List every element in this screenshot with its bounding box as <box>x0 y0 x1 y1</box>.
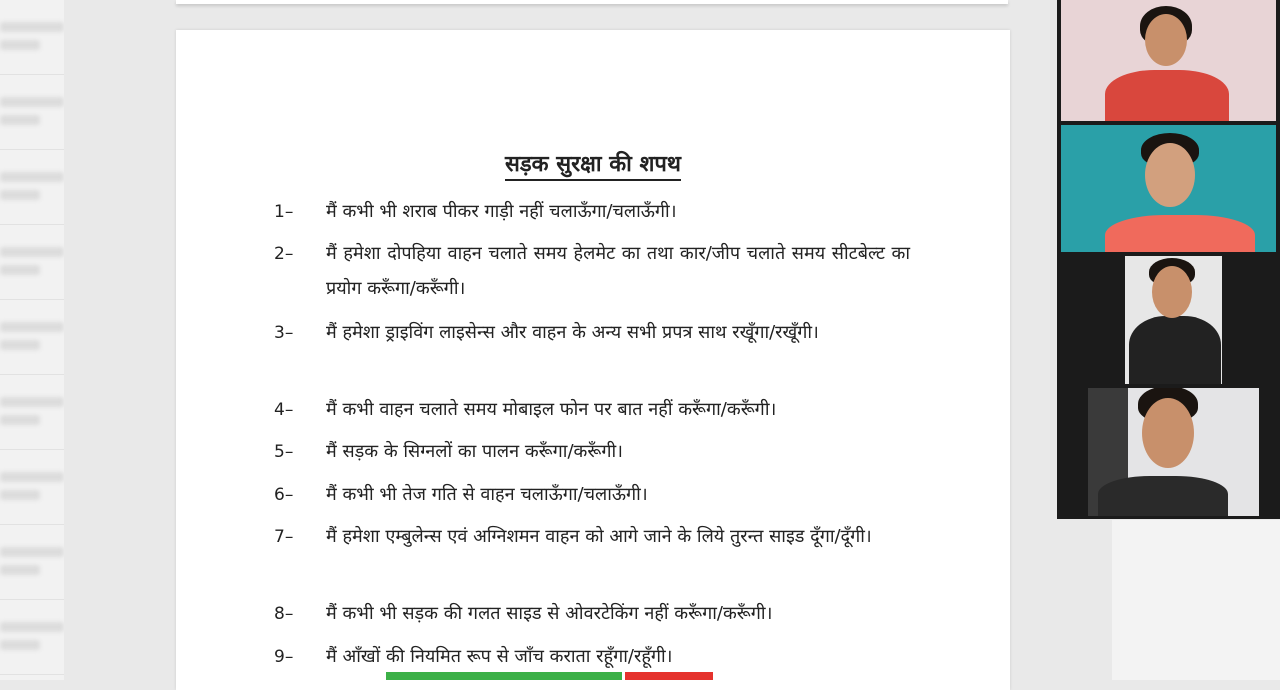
oath-text: मैं सड़क के सिग्नलों का पालन करूँगा/करूँगी। <box>326 441 623 462</box>
oath-number: 9– <box>274 647 294 667</box>
oath-text: मैं कभी वाहन चलाते समय मोबाइल फोन पर बात नहीं करूँगा/करूँगी। <box>326 399 777 420</box>
sidebar-row <box>0 0 64 75</box>
participant-body <box>1098 476 1228 516</box>
video-participants-panel <box>1057 0 1280 519</box>
document-page[interactable] <box>176 30 1010 690</box>
participant-body <box>1105 70 1229 121</box>
video-tile[interactable] <box>1061 0 1276 121</box>
participant-head <box>1142 398 1194 468</box>
oath-text: मैं हमेशा दोपहिया वाहन चलाते समय हेलमेट का तथा कार/जीप चलाते समय सीटबेल्ट का प्रयोग करूँगा/करूँगी। <box>326 243 910 299</box>
document-title: सड़क सुरक्षा की शपथ <box>176 148 1010 178</box>
participant-head <box>1145 14 1187 66</box>
oath-number: 8– <box>274 604 294 624</box>
oath-list <box>176 30 1010 690</box>
sidebar-row <box>0 75 64 150</box>
previous-page-edge <box>176 0 1008 4</box>
right-blank-area <box>1112 520 1280 680</box>
sidebar-row <box>0 450 64 525</box>
sidebar-row <box>0 225 64 300</box>
sidebar-row <box>0 300 64 375</box>
sidebar-row <box>0 525 64 600</box>
oath-text: मैं कभी भी सड़क की गलत साइड से ओवरटेकिंग नहीं करूँगा/करूँगी। <box>326 603 773 624</box>
sidebar-row <box>0 375 64 450</box>
video-tile[interactable] <box>1125 256 1222 384</box>
sidebar-row <box>0 600 64 675</box>
participant-body <box>1129 316 1221 384</box>
oath-number: 1– <box>274 202 294 222</box>
blurred-sidebar <box>0 0 64 680</box>
oath-number: 3– <box>274 323 294 343</box>
screen-share-bar[interactable] <box>386 672 622 680</box>
oath-number: 2– <box>274 244 294 264</box>
oath-text: मैं कभी भी शराब पीकर गाड़ी नहीं चलाऊँगा/चलाऊँगी। <box>326 201 677 222</box>
participant-head <box>1152 266 1192 318</box>
participant-head <box>1145 143 1195 207</box>
stop-share-button[interactable] <box>625 672 713 680</box>
video-tile[interactable] <box>1061 125 1276 252</box>
oath-number: 4– <box>274 400 294 420</box>
oath-text: मैं हमेशा एम्बुलेन्स एवं अग्निशमन वाहन को आगे जाने के लिये तुरन्त साइड दूँगा/दूँगी। <box>326 526 872 547</box>
oath-text: मैं कभी भी तेज गति से वाहन चलाऊँगा/चलाऊँगी। <box>326 484 648 505</box>
sidebar-row <box>0 150 64 225</box>
oath-text: मैं आँखों की नियमित रूप से जाँच कराता रहूँगा/रहूँगी। <box>326 646 673 667</box>
oath-number: 7– <box>274 527 294 547</box>
video-tile[interactable] <box>1088 388 1259 516</box>
oath-number: 5– <box>274 442 294 462</box>
oath-text: मैं हमेशा ड्राइविंग लाइसेन्स और वाहन के अन्य सभी प्रपत्र साथ रखूँगा/रखूँगी। <box>326 322 819 343</box>
oath-number: 6– <box>274 485 294 505</box>
participant-body <box>1105 215 1255 252</box>
